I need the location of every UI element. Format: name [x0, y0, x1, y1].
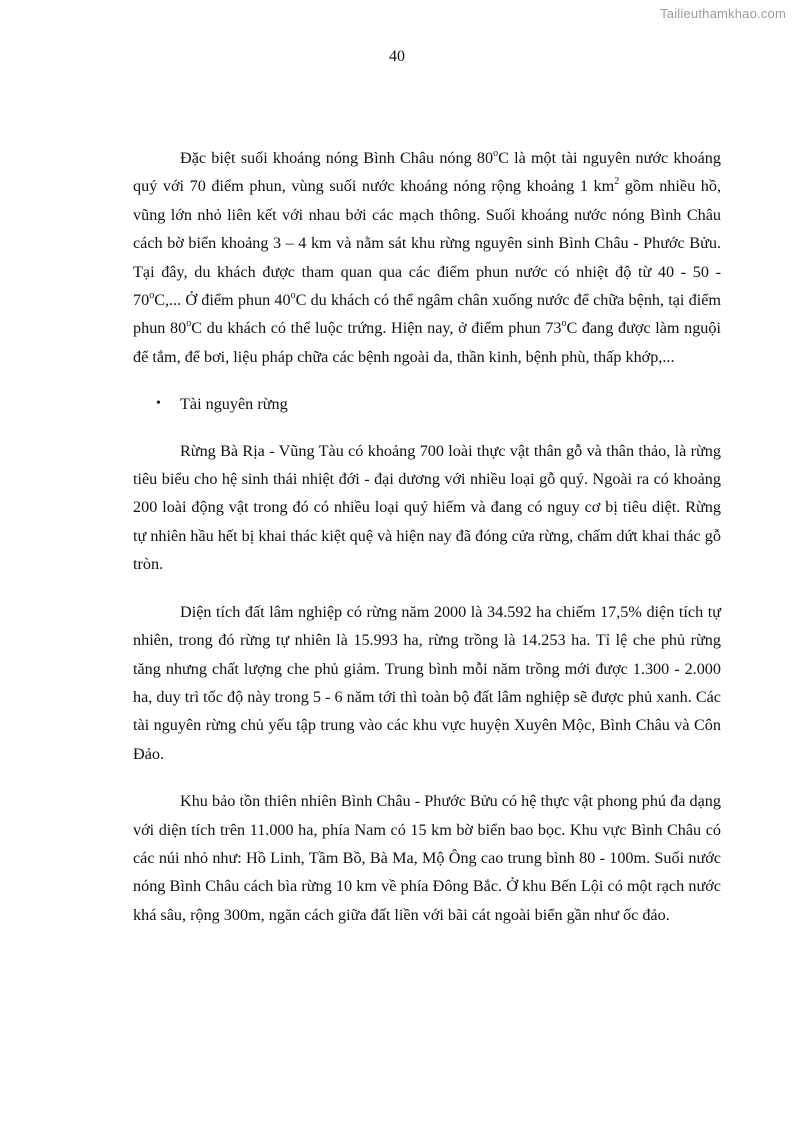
degree-superscript: o	[290, 289, 296, 301]
bullet-icon: •	[156, 396, 161, 412]
text-segment: C,... Ở điểm phun 40	[154, 291, 291, 310]
degree-superscript: o	[561, 318, 567, 330]
degree-superscript: o	[493, 147, 499, 159]
square-superscript: 2	[614, 176, 620, 188]
bullet-text: Tài nguyên rừng	[180, 395, 288, 414]
text-segment: C du khách có thể luộc trứng. Hiện nay, ở điểm phun 73	[191, 319, 562, 338]
text-segment: C là một tài nguyên nước khoáng quý với 70 điểm phun, vùng suối nước khoáng nóng rộng khoảng 1 km	[133, 149, 721, 196]
paragraph-forest-area: Diện tích đất lâm nghiệp có rừng năm 2000 là 34.592 ha chiếm 17,5% diện tích tự nhiên, trong đó rừng tự nhiên là 15.993 ha, rừng trồng là 14.253 ha. Tỉ lệ che phủ rừng tăng nhưng chất lượng che phủ giảm. Trung bình mỗi năm trồng mới được 1.300 - 2.000 ha, duy trì tốc độ này trong 5 - 6 năm tới thì toàn bộ đất lâm nghiệp sẽ được phủ xanh. Các tài nguyên rừng chủ yếu tập trung vào các khu vực huyện Xuyên Mộc, Bình Châu và Côn Đảo.	[133, 602, 721, 763]
text-segment: C du khách có thể ngâm chân xuống nước để chữa bệnh, tại điểm phun 80	[133, 291, 721, 338]
bullet-item-forest-resources	[133, 390, 721, 418]
paragraph-hot-springs	[133, 144, 721, 371]
text-segment: Đặc biệt suối khoáng nóng Bình Châu nóng 80	[180, 149, 494, 167]
paragraph-forest-species: Rừng Bà Rịa - Vũng Tàu có khoảng 700 loài thực vật thân gỗ và thân thảo, là rừng tiêu biểu cho hệ sinh thái nhiệt đới - đại dương với nhiều loại gỗ quý. Ngoài ra có khoảng 200 loài động vật trong đó có nhiều loại quý hiếm và đang có nguy cơ bị tiêu diệt. Rừng tự nhiên hầu hết bị khai thác kiệt quệ và hiện nay đã đóng cửa rừng, chấm dứt khai thác gỗ tròn.	[133, 441, 721, 574]
text-segment: gồm nhiều hồ, vũng lớn nhỏ liên kết với nhau bởi các mạch thông. Suối khoáng nước nóng Bình Châu cách bờ biển khoảng 3 – 4 km và nằm sát khu rừng nguyên sinh Bình Châu - Phước Bửu. Tại đây, du khách được tham quan qua các điểm phun nước có nhiệt độ từ 40 - 50 - 70	[133, 177, 721, 310]
paragraph-nature-reserve: Khu bảo tồn thiên nhiên Bình Châu - Phước Bửu có hệ thực vật phong phú đa dạng với diện tích trên 11.000 ha, phía Nam có 15 km bờ biển bao bọc. Khu vực Bình Châu có các núi nhỏ như: Hồ Linh, Tầm Bồ, Bà Ma, Mộ Ông cao trung bình 80 - 100m. Suối nước nóng Bình Châu cách bìa rừng 10 km về phía Đông Bắc. Ở khu Bến Lội có một rạch nước khá sâu, rộng 300m, ngăn cách giữa đất liền với bãi cát ngoài biển gần như ốc đảo.	[133, 792, 721, 924]
degree-superscript: o	[186, 318, 192, 330]
page-number: 40	[389, 48, 405, 65]
watermark: Tailieuthamkhao.com	[660, 6, 786, 21]
document-body	[133, 144, 721, 948]
degree-superscript: o	[149, 289, 155, 301]
text-segment: C đang được làm nguội để tắm, để bơi, liệu pháp chữa các bệnh ngoài da, thần kinh, bệnh phù, thấp khớp,...	[133, 319, 721, 366]
